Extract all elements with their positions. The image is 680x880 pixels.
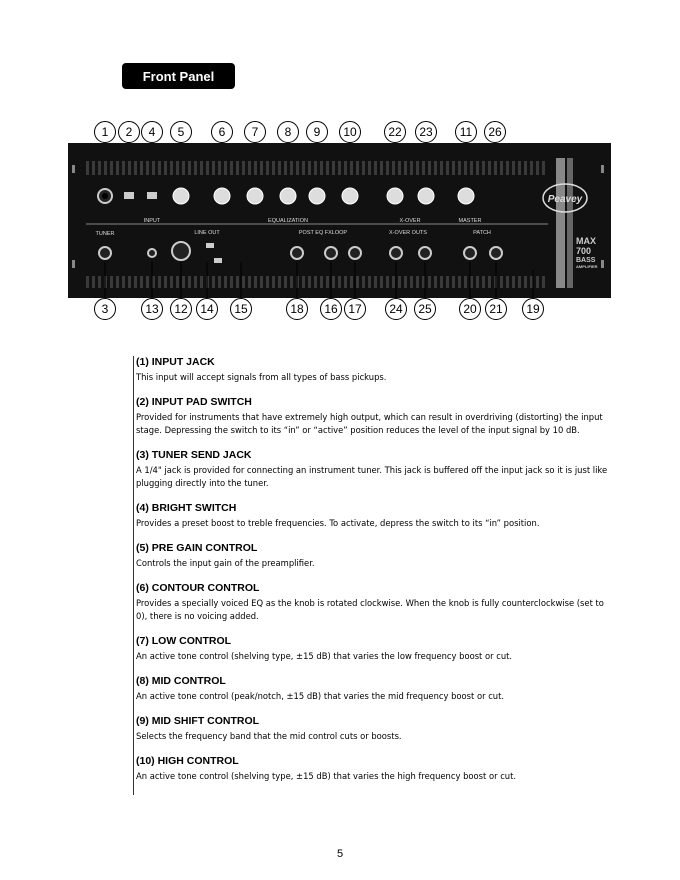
vent-slot [302, 161, 305, 175]
vent-slot [206, 161, 209, 175]
callout-number: 24 [385, 298, 407, 320]
vent-slot [326, 161, 329, 175]
callout-number: 18 [286, 298, 308, 320]
vent-slot [458, 276, 461, 288]
vent-slot [512, 161, 515, 175]
vent-slot [506, 161, 509, 175]
vent-slot [350, 161, 353, 175]
vent-slot [404, 276, 407, 288]
vent-slot [536, 276, 539, 288]
vent-slot [392, 161, 395, 175]
item-title: (3) TUNER SEND JACK [136, 449, 252, 461]
vent-slot [278, 161, 281, 175]
item-title: (10) HIGH CONTROL [136, 755, 239, 767]
vent-slot [164, 161, 167, 175]
vent-slot [116, 276, 119, 288]
vent-slot [128, 276, 131, 288]
vent-slot [182, 161, 185, 175]
vent-slot [482, 161, 485, 175]
callout-number: 25 [414, 298, 436, 320]
item-body: This input will accept signals from all types of bass pickups. [136, 372, 387, 382]
callout-number: 3 [94, 298, 116, 320]
vent-slot [452, 276, 455, 288]
vent-slot [296, 161, 299, 175]
vent-slot [482, 276, 485, 288]
description-item [135, 582, 615, 623]
vent-slot [194, 161, 197, 175]
vent-slot [398, 276, 401, 288]
vent-slot [254, 161, 257, 175]
brand-logo-text: Peavey [547, 194, 583, 205]
vent-slot [266, 161, 269, 175]
vent-slot [314, 276, 317, 288]
vent-slot [440, 161, 443, 175]
vent-slot [230, 161, 233, 175]
vent-slot [218, 161, 221, 175]
vent-slot [86, 161, 89, 175]
vent-slot [386, 276, 389, 288]
vent-slot [404, 161, 407, 175]
vent-slot [200, 161, 203, 175]
vent-slot [446, 161, 449, 175]
description-item [135, 635, 615, 663]
vent-slot [110, 276, 113, 288]
item-body: Provides a preset boost to treble frequencies. To activate, depress the switch to its “in” position. [136, 518, 540, 528]
vent-slot [248, 161, 251, 175]
vent-slot [194, 276, 197, 288]
vent-slot [344, 276, 347, 288]
callout-number: 22 [384, 121, 406, 143]
vent-slot [542, 276, 545, 288]
callout-number: 6 [211, 121, 233, 143]
item-title: (2) INPUT PAD SWITCH [136, 396, 252, 408]
vent-slot [518, 161, 521, 175]
vent-slot [476, 276, 479, 288]
description-item [135, 449, 615, 490]
vent-slot [398, 161, 401, 175]
description-item [135, 715, 615, 743]
section-label-patch: PATCH [473, 230, 491, 236]
section-label-input: INPUT [143, 218, 161, 224]
callout-number: 21 [485, 298, 507, 320]
vent-slot [260, 276, 263, 288]
vent-slot [278, 276, 281, 288]
vent-slot [92, 276, 95, 288]
vent-slot [434, 161, 437, 175]
vent-slot [272, 161, 275, 175]
callout-number: 12 [170, 298, 192, 320]
vent-slot [374, 276, 377, 288]
callout-number: 13 [141, 298, 163, 320]
item-body: Controls the input gain of the preamplifier. [136, 558, 315, 568]
vent-slot [362, 276, 365, 288]
description-item [135, 755, 615, 783]
vent-slot [134, 276, 137, 288]
vent-slot [302, 276, 305, 288]
vent-slot [104, 161, 107, 175]
vent-slot [224, 276, 227, 288]
item-title: (1) INPUT JACK [136, 356, 215, 368]
vent-slot [116, 161, 119, 175]
vent-slot [350, 276, 353, 288]
description-item [135, 396, 615, 437]
item-body: Provides a specially voiced EQ as the knob is rotated clockwise. When the knob is fully counterclockwise (set to 0), there is no voicing added. [136, 598, 604, 621]
vent-slot [440, 276, 443, 288]
callout-number: 20 [459, 298, 481, 320]
vent-slot [374, 161, 377, 175]
svg-text:MAX: MAX [576, 236, 596, 246]
vent-slot [188, 161, 191, 175]
vent-slot [308, 161, 311, 175]
section-label-xover: X-OVER [399, 218, 421, 224]
callout-number: 15 [230, 298, 252, 320]
callout-number: 4 [141, 121, 163, 143]
section-label-xover-outs: X-OVER OUTS [389, 230, 427, 236]
callout-number: 1 [94, 121, 116, 143]
vent-slot [152, 161, 155, 175]
vent-slot [170, 161, 173, 175]
callout-number: 2 [118, 121, 140, 143]
vent-slot [146, 276, 149, 288]
vent-slot [122, 161, 125, 175]
svg-text:BASS: BASS [576, 257, 596, 264]
callout-number: 26 [484, 121, 506, 143]
vent-slot [458, 161, 461, 175]
vent-slot [320, 161, 323, 175]
vent-slot [236, 276, 239, 288]
vent-slot [218, 276, 221, 288]
vent-slot [380, 276, 383, 288]
vent-slot [332, 161, 335, 175]
vent-slot [284, 161, 287, 175]
vent-slot [326, 276, 329, 288]
vent-slot [242, 161, 245, 175]
vent-slot [464, 161, 467, 175]
vent-slot [86, 276, 89, 288]
vent-slot [356, 276, 359, 288]
vent-slot [188, 276, 191, 288]
vent-slot [224, 161, 227, 175]
vent-slot [518, 276, 521, 288]
vent-slot [248, 276, 251, 288]
page-number: 5 [336, 848, 344, 860]
section-label-master: MASTER [458, 218, 482, 224]
vent-slot [488, 276, 491, 288]
vent-slot [314, 161, 317, 175]
vent-slot [380, 161, 383, 175]
vent-slot [470, 161, 473, 175]
section-label-post-eq-fxloop: POST EQ FXLOOP [298, 230, 348, 236]
item-title: (8) MID CONTROL [136, 675, 226, 687]
vent-slot [338, 161, 341, 175]
vent-slot [242, 276, 245, 288]
vent-slot [392, 276, 395, 288]
vent-slot [368, 161, 371, 175]
vent-slot [134, 161, 137, 175]
section-label-tuner: TUNER [95, 231, 115, 237]
vent-slot [500, 276, 503, 288]
vent-slot [272, 276, 275, 288]
item-body: An active tone control (shelving type, ±15 dB) that varies the low frequency boost or cut. [136, 651, 513, 661]
vent-slot [158, 276, 161, 288]
vent-slot [362, 161, 365, 175]
callout-number: 9 [306, 121, 328, 143]
vent-slot [170, 276, 173, 288]
vent-slot [236, 161, 239, 175]
vent-slot [176, 276, 179, 288]
description-item [135, 502, 615, 530]
vent-slot [506, 276, 509, 288]
control-descriptions [133, 356, 614, 795]
vent-slot [542, 161, 545, 175]
description-item [135, 542, 615, 570]
callout-number: 14 [196, 298, 218, 320]
vent-slot [338, 276, 341, 288]
section-label-equalization: EQUALIZATION [268, 218, 308, 224]
vent-slot [434, 276, 437, 288]
vent-slot [92, 161, 95, 175]
vent-slot [290, 276, 293, 288]
vent-slot [410, 276, 413, 288]
vent-slot [410, 161, 413, 175]
vent-slot [212, 161, 215, 175]
amplifier-front-panel-illustration [0, 115, 680, 310]
vent-slot [524, 161, 527, 175]
vent-slot [212, 276, 215, 288]
vent-slot [260, 161, 263, 175]
vent-slot [416, 161, 419, 175]
vent-slot [488, 161, 491, 175]
item-body: Provided for instruments that have extremely high output, which can result in overdriving (distorting) the input stage. Depressing the switch to its “in” or “active” position reduces the level of the input signal by 10 dB. [136, 412, 603, 435]
vent-slot [344, 161, 347, 175]
vent-slot [332, 276, 335, 288]
vent-slot [368, 276, 371, 288]
svg-text:AMPLIFIER: AMPLIFIER [576, 264, 598, 269]
callout-number: 11 [455, 121, 477, 143]
callout-number: 17 [344, 298, 366, 320]
vent-slot [230, 276, 233, 288]
vent-slot [452, 161, 455, 175]
callout-number: 8 [277, 121, 299, 143]
vent-slot [512, 276, 515, 288]
vent-slot [146, 161, 149, 175]
section-badge: Front Panel [122, 63, 235, 89]
callout-number: 16 [320, 298, 342, 320]
vent-slot [140, 276, 143, 288]
vent-slot [500, 161, 503, 175]
vent-slot [122, 276, 125, 288]
svg-text:700: 700 [576, 246, 592, 256]
vent-slot [476, 161, 479, 175]
vent-slot [182, 276, 185, 288]
vent-slot [284, 276, 287, 288]
vent-slot [530, 161, 533, 175]
vent-slot [428, 276, 431, 288]
vent-slot [98, 161, 101, 175]
item-body: A 1/4" jack is provided for connecting an instrument tuner. This jack is buffered off the input jack so it is just like plugging directly into the tuner. [136, 465, 608, 488]
vent-slot [290, 161, 293, 175]
description-item [135, 356, 615, 384]
vent-slot [428, 161, 431, 175]
vent-slot [494, 161, 497, 175]
callout-number: 10 [339, 121, 361, 143]
vent-slot [254, 276, 257, 288]
item-title: (9) MID SHIFT CONTROL [136, 715, 260, 727]
vent-slot [164, 276, 167, 288]
callout-number: 7 [244, 121, 266, 143]
callout-number: 5 [170, 121, 192, 143]
item-title: (6) CONTOUR CONTROL [136, 582, 260, 594]
vent-slot [422, 161, 425, 175]
vent-slot [416, 276, 419, 288]
vent-slot [128, 161, 131, 175]
item-title: (5) PRE GAIN CONTROL [136, 542, 258, 554]
item-body: An active tone control (shelving type, ±15 dB) that varies the high frequency boost or cut. [136, 771, 517, 781]
vent-slot [140, 161, 143, 175]
vent-slot [356, 161, 359, 175]
vent-slot [98, 276, 101, 288]
vent-slot [158, 161, 161, 175]
vent-slot [176, 161, 179, 175]
vent-slot [464, 276, 467, 288]
vent-slot [266, 276, 269, 288]
vent-slot [200, 276, 203, 288]
callout-number: 19 [522, 298, 544, 320]
vent-slot [386, 161, 389, 175]
description-item [135, 675, 615, 703]
vent-slot [536, 161, 539, 175]
vent-slot [320, 276, 323, 288]
item-title: (7) LOW CONTROL [136, 635, 232, 647]
vent-slot [110, 161, 113, 175]
item-body: Selects the frequency band that the mid control cuts or boosts. [136, 731, 402, 741]
vent-slot [308, 276, 311, 288]
vent-slot [524, 276, 527, 288]
vent-slot [446, 276, 449, 288]
item-title: (4) BRIGHT SWITCH [136, 502, 237, 514]
section-label-line-out: LINE OUT [194, 230, 220, 236]
callout-number: 23 [415, 121, 437, 143]
item-body: An active tone control (peak/notch, ±15 dB) that varies the mid frequency boost or cut. [136, 691, 505, 701]
